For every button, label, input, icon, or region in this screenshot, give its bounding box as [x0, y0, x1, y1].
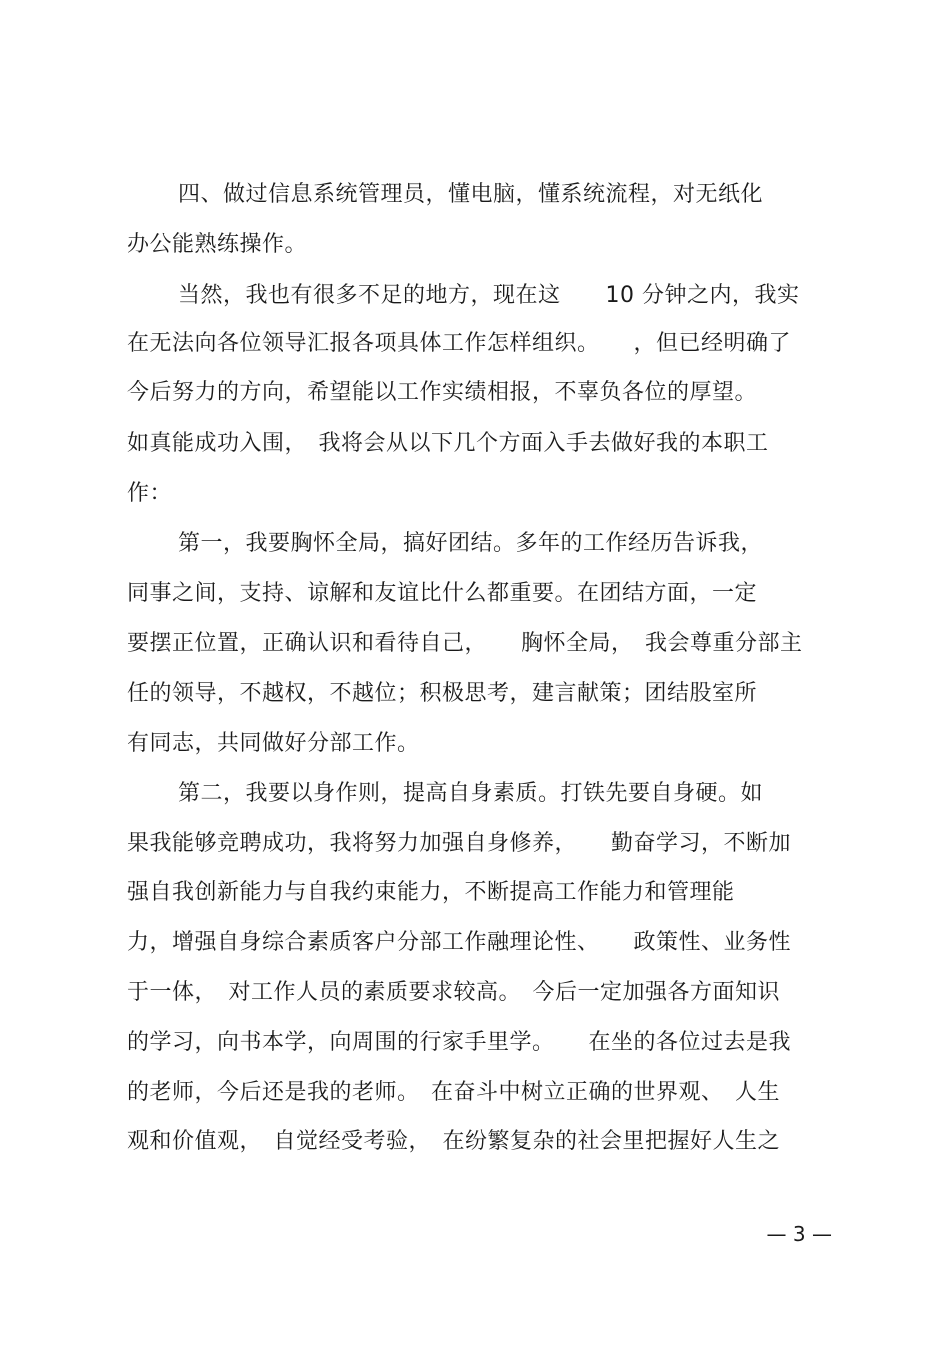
text-line-16: 力，增强自身综合素质客户分部工作融理论性、 政策性、业务性: [127, 930, 792, 955]
text-line-2: 办公能熟练操作。: [127, 232, 308, 257]
text-line-15: 强自我创新能力与自我约束能力，不断提高工作能力和管理能: [127, 880, 735, 905]
text-line-12: 有同志，共同做好分部工作。: [127, 731, 420, 756]
text-line-9: 同事之间，支持、谅解和友谊比什么都重要。在团结方面，一定: [127, 581, 758, 606]
text-line-18: 的学习，向书本学，向周围的行家手里学。 在坐的各位过去是我: [127, 1030, 792, 1055]
text-line-8: 第一，我要胸怀全局，搞好团结。多年的工作经历告诉我，: [178, 531, 764, 556]
text-line-5: 今后努力的方向，希望能以工作实绩相报，不辜负各位的厚望。: [127, 380, 758, 405]
text-line-20: 观和价值观， 自觉经受考验， 在纷繁复杂的社会里把握好人生之: [127, 1129, 781, 1154]
text-line-10: 要摆正位置，正确认识和看待自己， 胸怀全局， 我会尊重分部主: [127, 631, 803, 656]
text-line-13: 第二，我要以身作则，提高自身素质。打铁先要自身硬。如: [178, 781, 764, 806]
text-line-7: 作：: [127, 481, 173, 506]
text-line-17: 于一体， 对工作人员的素质要求较高。 今后一定加强各方面知识: [127, 980, 781, 1005]
text-line-1: 四、做过信息系统管理员，懂电脑，懂系统流程，对无纸化: [178, 182, 764, 207]
page-number: — 3 —: [766, 1222, 832, 1246]
text-line-6: 如真能成功入围， 我将会从以下几个方面入手去做好我的本职工: [127, 431, 769, 456]
text-line-3: 当然，我也有很多不足的地方，现在这 10 分钟之内，我实: [178, 283, 800, 308]
text-line-11: 任的领导，不越权，不越位；积极思考，建言献策；团结股室所: [127, 681, 758, 706]
text-line-14: 果我能够竞聘成功，我将努力加强自身修养， 勤奋学习，不断加: [127, 831, 792, 856]
text-line-4: 在无法向各位领导汇报各项具体工作怎样组织。 ，但已经明确了: [127, 331, 792, 356]
text-line-19: 的老师，今后还是我的老师。 在奋斗中树立正确的世界观、 人生: [127, 1080, 781, 1105]
